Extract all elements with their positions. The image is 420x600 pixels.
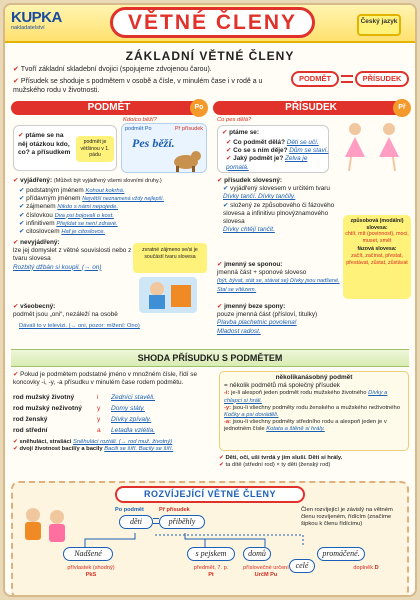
logo-main: KUPKA	[11, 9, 62, 26]
table-row: rod mužský neživotný y Domy stály.	[13, 405, 145, 412]
table-row: rod ženský y Dívky zpívaly.	[13, 416, 152, 423]
prisudek-ask-head: ✔ ptáme se:	[222, 129, 259, 136]
agreement-title: SHODA PŘÍSUDKU S PODMĚTEM	[11, 349, 409, 367]
list-item: -i: je-li alespoň jeden podmět rodu mužského životného Dívky a chlapci si hráli.	[224, 390, 388, 404]
basic-point-1: ✔ Tvoří základní skladební dvojici (spojujeme zdvojenou čarou).	[13, 66, 212, 73]
check-icon: ✔	[18, 132, 24, 139]
word-s-pejskem: s pejskem	[187, 547, 235, 561]
developing-side-text: Člen rozvíjející je závislý na větném členu rozvíjeném, řídícím (značíme šipkou k členu řídícímu)	[301, 507, 393, 528]
basic-title: ZÁKLADNÍ VĚTNÉ ČLENY	[125, 49, 295, 63]
check-icon: ✔	[13, 66, 19, 73]
word-cele: celé	[289, 559, 315, 573]
word-pribehly: přiběhly	[159, 515, 205, 529]
agreement-intro: ✔ Pokud je podmětem podstatné jméno v množném čísle, řídí se koncovky -i, -y, -a přísudku v minulém čase rodem podmětu.	[13, 371, 198, 387]
poster	[3, 3, 417, 597]
prisudek-no-copula: ✔ jmenný beze spony: pouze jmenná část (přísloví, titulky) Plavba plachetnic povolena! Mladost radost.	[217, 303, 318, 335]
pill-prisudek: PŘÍSUDEK	[355, 71, 409, 87]
prisudek-badge: Př	[393, 99, 411, 117]
podmet-badge: Po	[190, 99, 208, 117]
list-item: ✔ číslovkou Dva psi bojovali o kost.	[19, 211, 114, 219]
prisudek-question: Co pes dělá?	[217, 117, 252, 123]
word-nadsene: Nadšené	[63, 547, 113, 561]
list-item: ✔ Jaký podmět je? Zelva je pomalá.	[226, 155, 308, 171]
list-item: ✔ zájmenem Nikdo s námi nepojede.	[19, 203, 118, 211]
basic-point-2: ✔ Přísudek se shoduje s podmětem v osobě a čísle, v minulém čase i v rodě a u mužského rodu v životnosti.	[13, 78, 263, 94]
unexpressed-note: zvratné zájmeno se/si je součástí tvaru slovesa	[133, 243, 207, 273]
modal-verbs-box: způsobová (modální) slovesa: chtít, mít (povinnost), moci, muset, smět fázová slovesa: začít, začínat, přestat, přestávat, zůstat, zůstávat	[343, 215, 411, 299]
word-promacene: promáčené.	[317, 547, 365, 561]
dog-icon	[168, 148, 204, 172]
dev-pr-label: Př přísudek	[159, 507, 190, 513]
list-item: ✔ podstatným jménem Kohout kokrhá.	[19, 187, 125, 194]
label-complement: doplněk D	[353, 565, 379, 571]
publisher-logo	[11, 9, 69, 37]
list-item: ✔ ta dítě (střední rod) × ty děti (ženský rod)	[219, 462, 331, 469]
podmet-ask: ✔ ptáme se na něj otázkou kdo, co? a přísudkem	[18, 132, 71, 156]
prisudek-asks	[226, 139, 330, 172]
table-row: rod mužský životný i Zedníci stavěli.	[13, 394, 155, 401]
double-line	[341, 75, 353, 83]
label-object: předmět, 7. p. Pt	[193, 565, 229, 578]
dancers-icon	[335, 117, 411, 175]
podmet-general: ✔ všeobecný: podmět jsou „oni“, nezáleží na osobě	[13, 303, 118, 319]
list-item: -a: jsou-li všechny podměty středního rodu a alespoň jeden je v jednotném čísle Kotata a štěně si hrály.	[224, 419, 387, 433]
prisudek-nominal: ✔ jmenný se sponou: jmenná část + sponové sloveso (být, bývat, stát se, stávat se) Dívky jsou nadšené. Stal se vítězem.	[217, 261, 340, 293]
word-domu: domů	[243, 547, 271, 561]
label-adverbial: příslovečné určení UrčM Pu	[243, 565, 289, 578]
header	[5, 5, 415, 43]
agreement-notes-left	[13, 439, 213, 453]
word-deti: děti	[119, 515, 153, 529]
list-item: ✔ sněhuláci, strašáci Sněhuláci roztáli. (→ rod muž. životný)	[13, 439, 173, 445]
list-item: ✔ složený ze způsobového či fázového slovesa a infinitivu plnovýznamového slovesa Dívky chtějí tančit.	[223, 201, 335, 234]
podmet-bar: PODMĚT	[11, 101, 207, 115]
page-title: VĚTNÉ ČLENY	[110, 7, 315, 38]
multi-subject-box: několikanásobný podmět = několik podmětů má společný přísudek -i: je-li alespoň jeden podmět rodu mužského životného Dívky a chlapci si hráli. -y: jsou-li všechny podměty rodu ženského a mužského neživotného Kočky a psi dováděli. -a: jsou-li všechny podměty středního rodu a alespoň jeden je v jednotném čísle Kotata a štěně si hrály.	[219, 371, 409, 451]
child-reading-icon	[135, 275, 201, 315]
list-item: ✔ Co se s ním děje? Dům se staví.	[226, 147, 329, 155]
example-po-label: podmět Po	[125, 126, 152, 132]
table-row: rod střední a Letadla vzlétla.	[13, 427, 155, 434]
list-item: ✔ infinitivem Přejídat se není zdravé.	[19, 219, 118, 227]
subject-badge: Český jazyk	[357, 14, 401, 36]
podmet-note: podmět je většinou v 1. pádu	[76, 136, 114, 162]
label-attribute: přívlastek (shodný) PkS	[67, 565, 115, 578]
list-item: -y: jsou-li všechny podměty rodu ženského a mužského neživotného Kočky a psi dováděli.	[224, 404, 400, 419]
pill-podmet: PODMĚT	[291, 71, 339, 87]
list-item: ✔ Děti, oči, uši tvrdá y jim sluší. Děti si hrály.	[219, 455, 343, 461]
prisudek-verbal: ✔ přísudek slovesný: ✔ vyjádřený slovesem v určitém tvaru Dívky tančí. Dívky tančily. ✔ složený ze způsobového či fázového slovesa a infinitivu plnovýznamového slovesa Dívky chtějí tančit.	[217, 177, 347, 234]
agreement-notes-right	[219, 455, 409, 469]
podmet-unexpressed: ✔ nevyjádřený: lze jej domyslet z větné souvislosti nebo z tvaru slovesa Rozbitý džbán si koupil. (→ on)	[13, 239, 132, 271]
example-sentence: Pes běží.	[132, 136, 175, 150]
list-item: ✔ citoslovcem Haf je citoslovce.	[19, 228, 106, 236]
list-item: ✔ dvojí životnost bacil/y a bacily Bacili se šíří. Bacily se šíří.	[13, 446, 174, 453]
check-icon: ✔	[13, 78, 19, 85]
podmet-example-box	[121, 123, 207, 173]
logo-sub: nakladatelství	[11, 25, 45, 31]
podmet-ask-box	[13, 125, 117, 171]
podmet-general-example: Dávali to v televizi. (→ oni, pozor: mlžení: Ono)	[19, 323, 140, 329]
prisudek-bar: PŘÍSUDEK	[213, 101, 409, 115]
list-item: ✔ Co podmět dělá? Děti se učí.	[226, 139, 319, 146]
list-item: ✔ přídavným jménem Největší neznamená vždy nejlepší.	[19, 195, 165, 203]
podmet-expressed-list	[19, 187, 209, 236]
podmet-question: Kdo/co běží?	[123, 117, 157, 123]
prisudek-ask-box	[217, 125, 329, 173]
podmet-expressed: ✔ vyjádřený: (Můžeš být vyjádřený všemi slovními druhy.)	[13, 177, 162, 184]
list-item: ✔ vyjádřený slovesem v určitém tvaru Dívky tančí. Dívky tančily.	[223, 185, 330, 201]
dev-po-label: Po podmět	[115, 507, 144, 513]
example-pr-label: Př přísudek	[174, 126, 203, 132]
developing-title: ROZVÍJEJÍCÍ VĚTNÉ ČLENY	[115, 486, 305, 503]
